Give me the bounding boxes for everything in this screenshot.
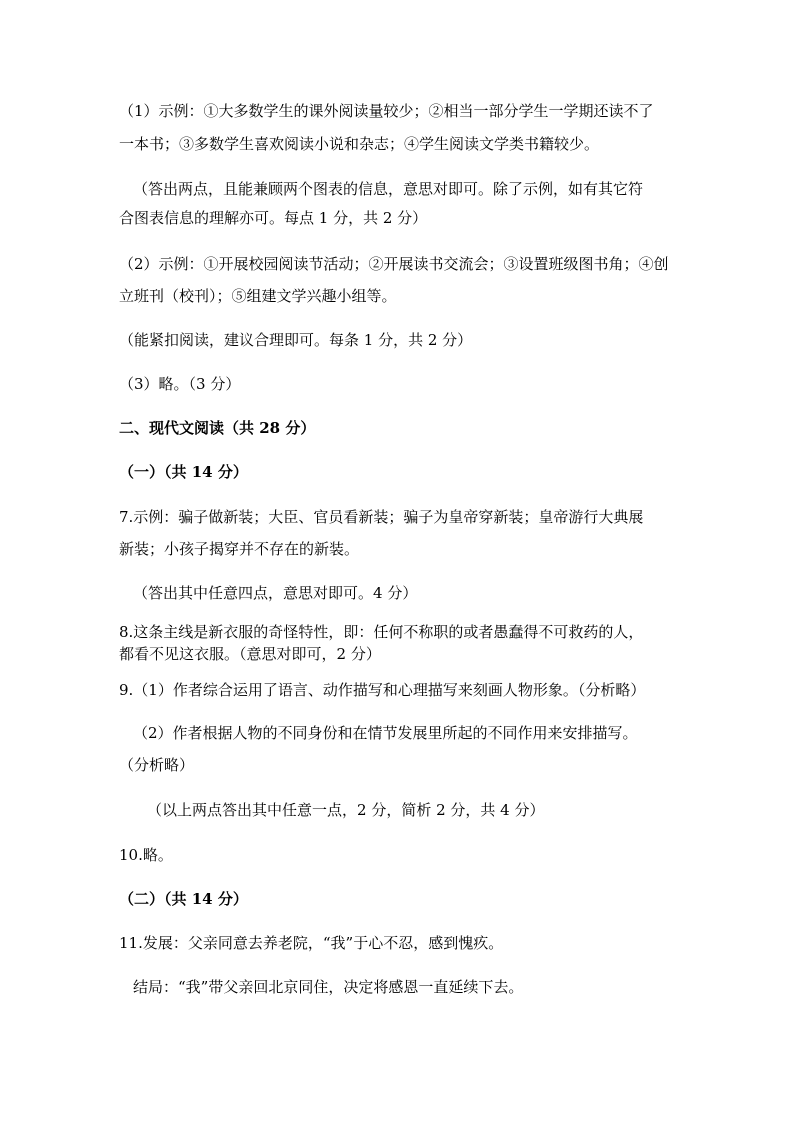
question-7-note: （答出其中任意四点，意思对即可。4 分） bbox=[133, 584, 418, 602]
question-7-line-2: 新装；小孩子揭穿并不存在的新装。 bbox=[119, 540, 360, 558]
question-7-line-1: 7.示例：骗子做新装；大臣、官员看新装；骗子为皇帝穿新装；皇帝游行大典展 bbox=[119, 508, 644, 526]
subsection-heading-1: （一）（共 14 分） bbox=[119, 463, 248, 481]
answer-2-line-2: 立班刊（校刊）；⑤组建文学兴趣小组等。 bbox=[119, 287, 397, 305]
question-11-line-2: 结局：“我”带父亲回北京同住，决定将感恩一直延续下去。 bbox=[133, 978, 524, 996]
answer-3: （3）略。（3 分） bbox=[119, 375, 241, 393]
question-9-note: （以上两点答出其中任意一点，2 分，简析 2 分，共 4 分） bbox=[147, 801, 545, 819]
question-8-line-1: 8.这条主线是新衣服的奇怪特性，即：任何不称职的或者愚蠢得不可救药的人， bbox=[119, 623, 644, 641]
subsection-heading-2: （二）（共 14 分） bbox=[119, 890, 248, 908]
note-1-line-2: 合图表信息的理解亦可。每点 1 分，共 2 分） bbox=[119, 209, 428, 227]
section-heading-modern-reading: 二、现代文阅读（共 28 分） bbox=[119, 419, 316, 437]
answer-1-line-1: （1）示例：①大多数学生的课外阅读量较少；②相当一部分学生一学期还读不了 bbox=[119, 102, 654, 120]
question-9-line-3: （分析略） bbox=[119, 756, 195, 774]
question-9-line-1: 9.（1）作者综合运用了语言、动作描写和心理描写来刻画人物形象。（分析略） bbox=[119, 681, 646, 699]
question-11-line-1: 11.发展：父亲同意去养老院，“我”于心不忍，感到愧疚。 bbox=[119, 934, 504, 952]
question-10: 10.略。 bbox=[119, 846, 173, 864]
question-9-line-2: （2）作者根据人物的不同身份和在情节发展里所起的不同作用来安排描写。 bbox=[133, 724, 638, 742]
answer-2-line-1: （2）示例：①开展校园阅读节活动；②开展读书交流会；③设置班级图书角；④创 bbox=[119, 255, 669, 273]
question-8-line-2: 都看不见这衣服。（意思对即可，2 分） bbox=[119, 645, 381, 663]
note-2: （能紧扣阅读，建议合理即可。每条 1 分，共 2 分） bbox=[119, 331, 473, 349]
answer-1-line-2: 一本书；③多数学生喜欢阅读小说和杂志；④学生阅读文学类书籍较少。 bbox=[119, 135, 600, 153]
note-1-line-1: （答出两点，且能兼顾两个图表的信息，意思对即可。除了示例，如有其它符 bbox=[133, 180, 644, 198]
